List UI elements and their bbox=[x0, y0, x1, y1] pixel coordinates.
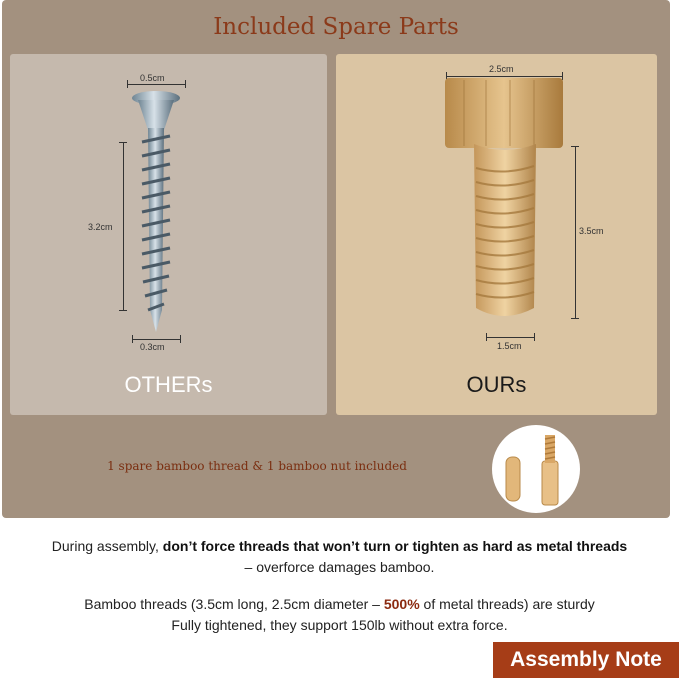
top-dimension-label: 2.5cm bbox=[489, 64, 514, 74]
panel-title: Included Spare Parts bbox=[213, 14, 459, 40]
bamboo-thread-image bbox=[444, 78, 566, 326]
dimension-tick bbox=[127, 80, 128, 88]
metal-screw-image bbox=[128, 90, 188, 336]
side-dimension-label: 3.2cm bbox=[88, 222, 113, 232]
bottom-dimension-label: 1.5cm bbox=[497, 341, 522, 351]
warning-text-pre: During assembly, bbox=[51, 538, 163, 554]
bamboo-parts-image bbox=[492, 425, 580, 513]
dimension-tick bbox=[534, 333, 535, 341]
side-dimension-line bbox=[575, 146, 576, 318]
others-label: OTHERs bbox=[124, 372, 213, 397]
strength-text-post: of metal threads) are sturdy bbox=[419, 596, 595, 612]
dimension-tick bbox=[185, 80, 186, 88]
spare-parts-note: 1 spare bamboo thread & 1 bamboo nut included bbox=[107, 459, 407, 473]
dimension-tick bbox=[119, 310, 127, 311]
top-dimension-label: 0.5cm bbox=[140, 73, 165, 83]
strength-info-text bbox=[0, 594, 679, 636]
dimension-tick bbox=[486, 333, 487, 341]
dimension-tick bbox=[132, 335, 133, 343]
others-card bbox=[10, 54, 327, 415]
side-dimension-label: 3.5cm bbox=[579, 226, 604, 236]
side-dimension-line bbox=[123, 142, 124, 310]
warning-text-post: – overforce damages bamboo. bbox=[244, 559, 435, 575]
spare-parts-panel bbox=[2, 0, 670, 518]
spare-parts-thumbnail bbox=[492, 425, 580, 513]
bottom-dimension-label: 0.3cm bbox=[140, 342, 165, 352]
dimension-tick bbox=[119, 142, 127, 143]
bottom-dimension-line bbox=[486, 337, 534, 338]
strength-text-line2: Fully tightened, they support 150lb without extra force. bbox=[171, 617, 508, 633]
warning-text-bold: don’t force threads that won’t turn or tighten as hard as metal threads bbox=[162, 538, 628, 554]
dimension-tick bbox=[180, 335, 181, 343]
ours-card bbox=[336, 54, 657, 415]
assembly-note-badge: Assembly Note bbox=[493, 642, 679, 678]
ours-label: OURs bbox=[466, 372, 527, 397]
strength-text-pre: Bamboo threads (3.5cm long, 2.5cm diameter – bbox=[84, 596, 384, 612]
assembly-warning-text bbox=[0, 536, 679, 578]
top-dimension-line bbox=[446, 76, 562, 77]
strength-percentage: 500% bbox=[383, 596, 420, 612]
top-dimension-line bbox=[127, 84, 185, 85]
bottom-dimension-line bbox=[132, 339, 180, 340]
dimension-tick bbox=[571, 318, 579, 319]
dimension-tick bbox=[571, 146, 579, 147]
